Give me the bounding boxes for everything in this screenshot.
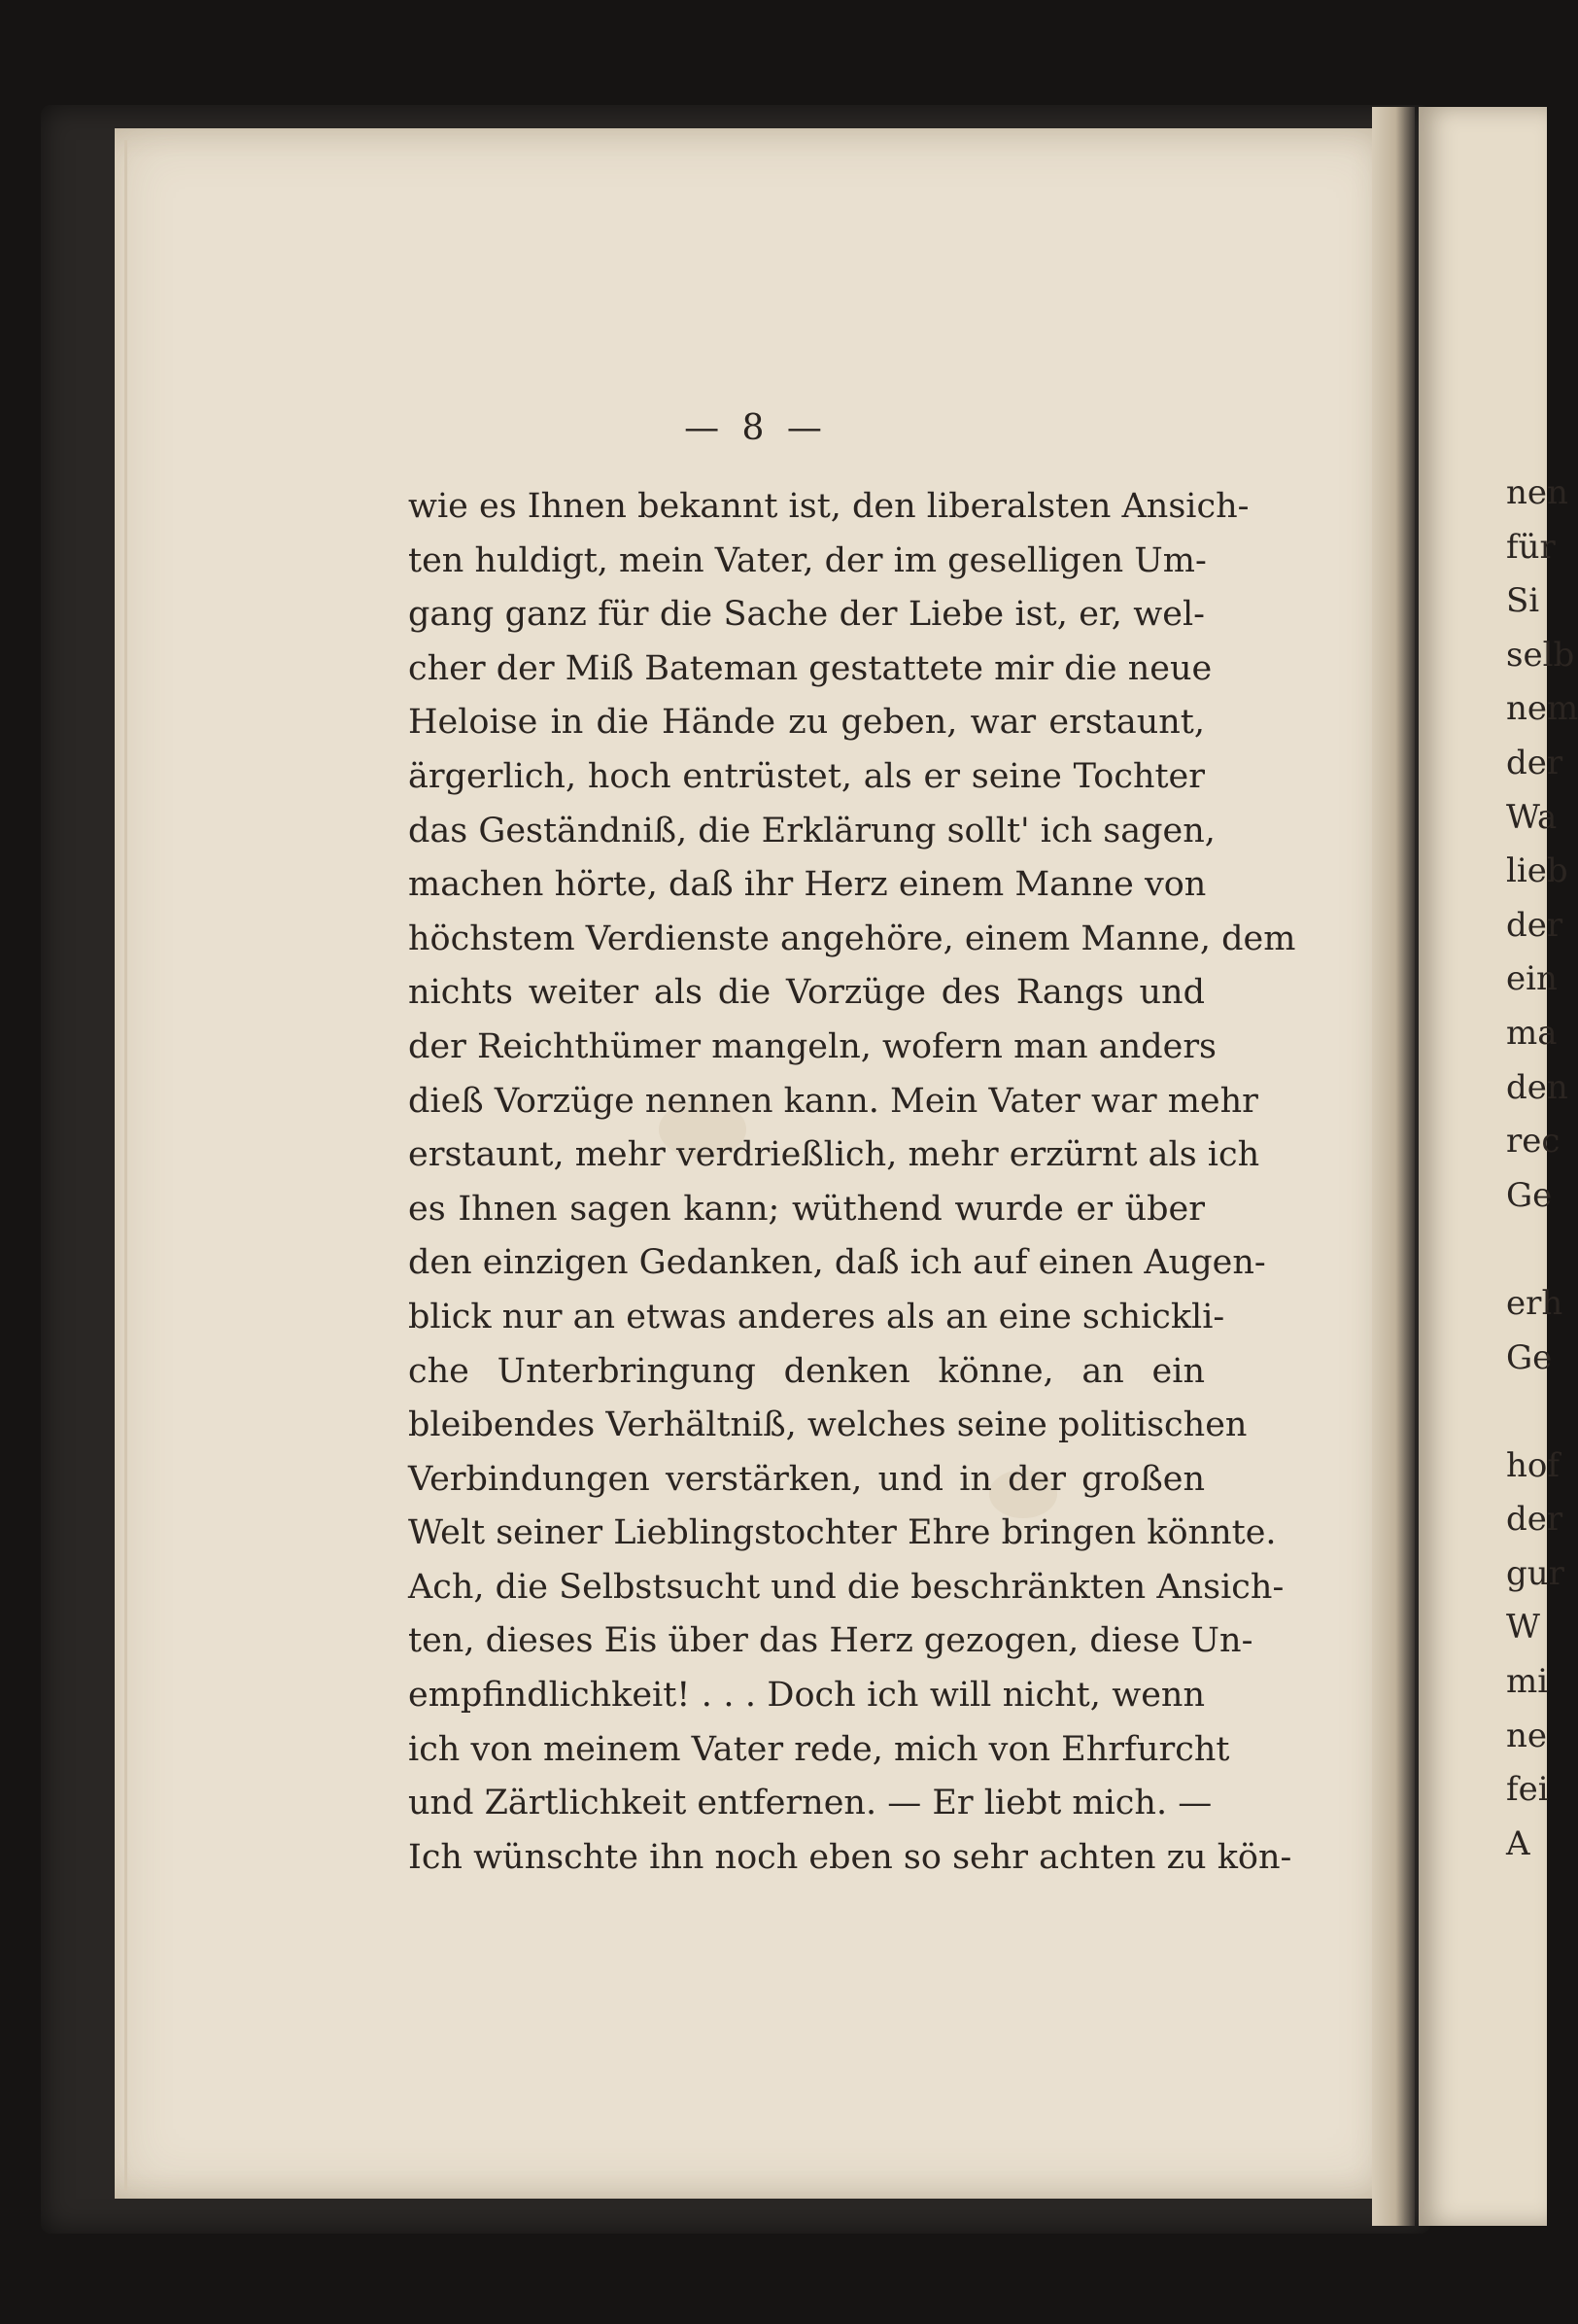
text-line: gang ganz für die Sache der Liebe ist, er, wel- <box>408 595 1205 635</box>
text-line: erstaunt, mehr verdrießlich, mehr erzürnt als ich <box>408 1135 1260 1175</box>
text-line: che Unterbringung denken könne, an ein <box>408 1351 1205 1391</box>
fragment: ma <box>1506 1013 1558 1053</box>
text-line: ten, dieses Eis über das Herz gezogen, diese Un- <box>408 1621 1253 1661</box>
fragment: Si <box>1506 581 1540 621</box>
text-line: wie es Ihnen bekannt ist, den liberalsten Ansich- <box>408 487 1250 526</box>
fragment: selb <box>1506 635 1575 675</box>
fragment: der <box>1506 1500 1563 1540</box>
text-line: empfindlichkeit! . . . Doch ich will nicht, wenn <box>408 1676 1205 1716</box>
text-line: es Ihnen sagen kann; wüthend wurde er über <box>408 1189 1205 1229</box>
fragment: A <box>1506 1823 1530 1863</box>
text-line: Verbindungen verstärken, und in der großen <box>408 1459 1205 1499</box>
fragment: fei <box>1506 1770 1549 1810</box>
text-line: Ach, die Selbstsucht und die beschränkten Ansich- <box>408 1567 1285 1607</box>
text-line: der Reichthümer mangeln, wofern man anders <box>408 1026 1218 1066</box>
fragment: den <box>1506 1067 1568 1107</box>
fragment: lieb <box>1506 851 1568 891</box>
fragment: mi <box>1506 1662 1549 1702</box>
fragment: erh <box>1506 1283 1563 1323</box>
fragment: Wa <box>1506 797 1558 837</box>
fragment: Ge <box>1506 1337 1553 1377</box>
fragment: hof <box>1506 1445 1560 1485</box>
text-line: nichts weiter als die Vorzüge des Rangs und <box>408 973 1205 1013</box>
text-line: ärgerlich, hoch entrüstet, als er seine Tochter <box>408 756 1205 796</box>
text-line: cher der Miß Bateman gestattete mir die neue <box>408 648 1213 688</box>
fragment: W <box>1506 1608 1540 1648</box>
page-number-header: — 8 — <box>684 408 828 448</box>
fragment: für <box>1506 527 1556 567</box>
fragment: nen <box>1506 473 1568 512</box>
text-line: Heloise in die Hände zu geben, war erstaunt, <box>408 703 1205 743</box>
text-line: dieß Vorzüge nennen kann. Mein Vater war mehr <box>408 1081 1258 1121</box>
fragment: ne <box>1506 1716 1548 1755</box>
text-line: und Zärtlichkeit entfernen. — Er liebt mich. — <box>408 1784 1213 1823</box>
fragment <box>1506 1223 1564 1277</box>
body-text <box>408 480 1296 1885</box>
text-line: ten huldigt, mein Vater, der im geselligen Um- <box>408 540 1207 580</box>
text-line: bleibendes Verhältniß, welches seine politischen <box>408 1405 1248 1445</box>
fragment: gur <box>1506 1553 1564 1593</box>
text-line: das Geständniß, die Erklärung sollt' ich sagen, <box>408 811 1216 850</box>
text-line: höchstem Verdienste angehöre, einem Manne, dem <box>408 919 1296 958</box>
fragment: nem <box>1506 689 1578 729</box>
fragment: rec <box>1506 1122 1561 1162</box>
fragment <box>1506 1385 1564 1439</box>
fragment: ein <box>1506 959 1558 999</box>
fragment: der <box>1506 743 1563 782</box>
text-line: ich von meinem Vater rede, mich von Ehrfurcht <box>408 1729 1230 1769</box>
text-line: Ich wünschte ihn noch eben so sehr achten zu kön- <box>408 1837 1292 1877</box>
text-line: den einzigen Gedanken, daß ich auf einen Augen- <box>408 1243 1266 1283</box>
text-line: machen hörte, daß ihr Herz einem Manne von <box>408 865 1207 905</box>
fragment: der <box>1506 905 1563 945</box>
right-page-fragments <box>1506 467 1578 1871</box>
text-line: blick nur an etwas anderes als an eine schickli- <box>408 1297 1225 1336</box>
fragment: Ge <box>1506 1175 1553 1215</box>
text-line: Welt seiner Lieblingstochter Ehre bringen könnte. <box>408 1513 1277 1553</box>
